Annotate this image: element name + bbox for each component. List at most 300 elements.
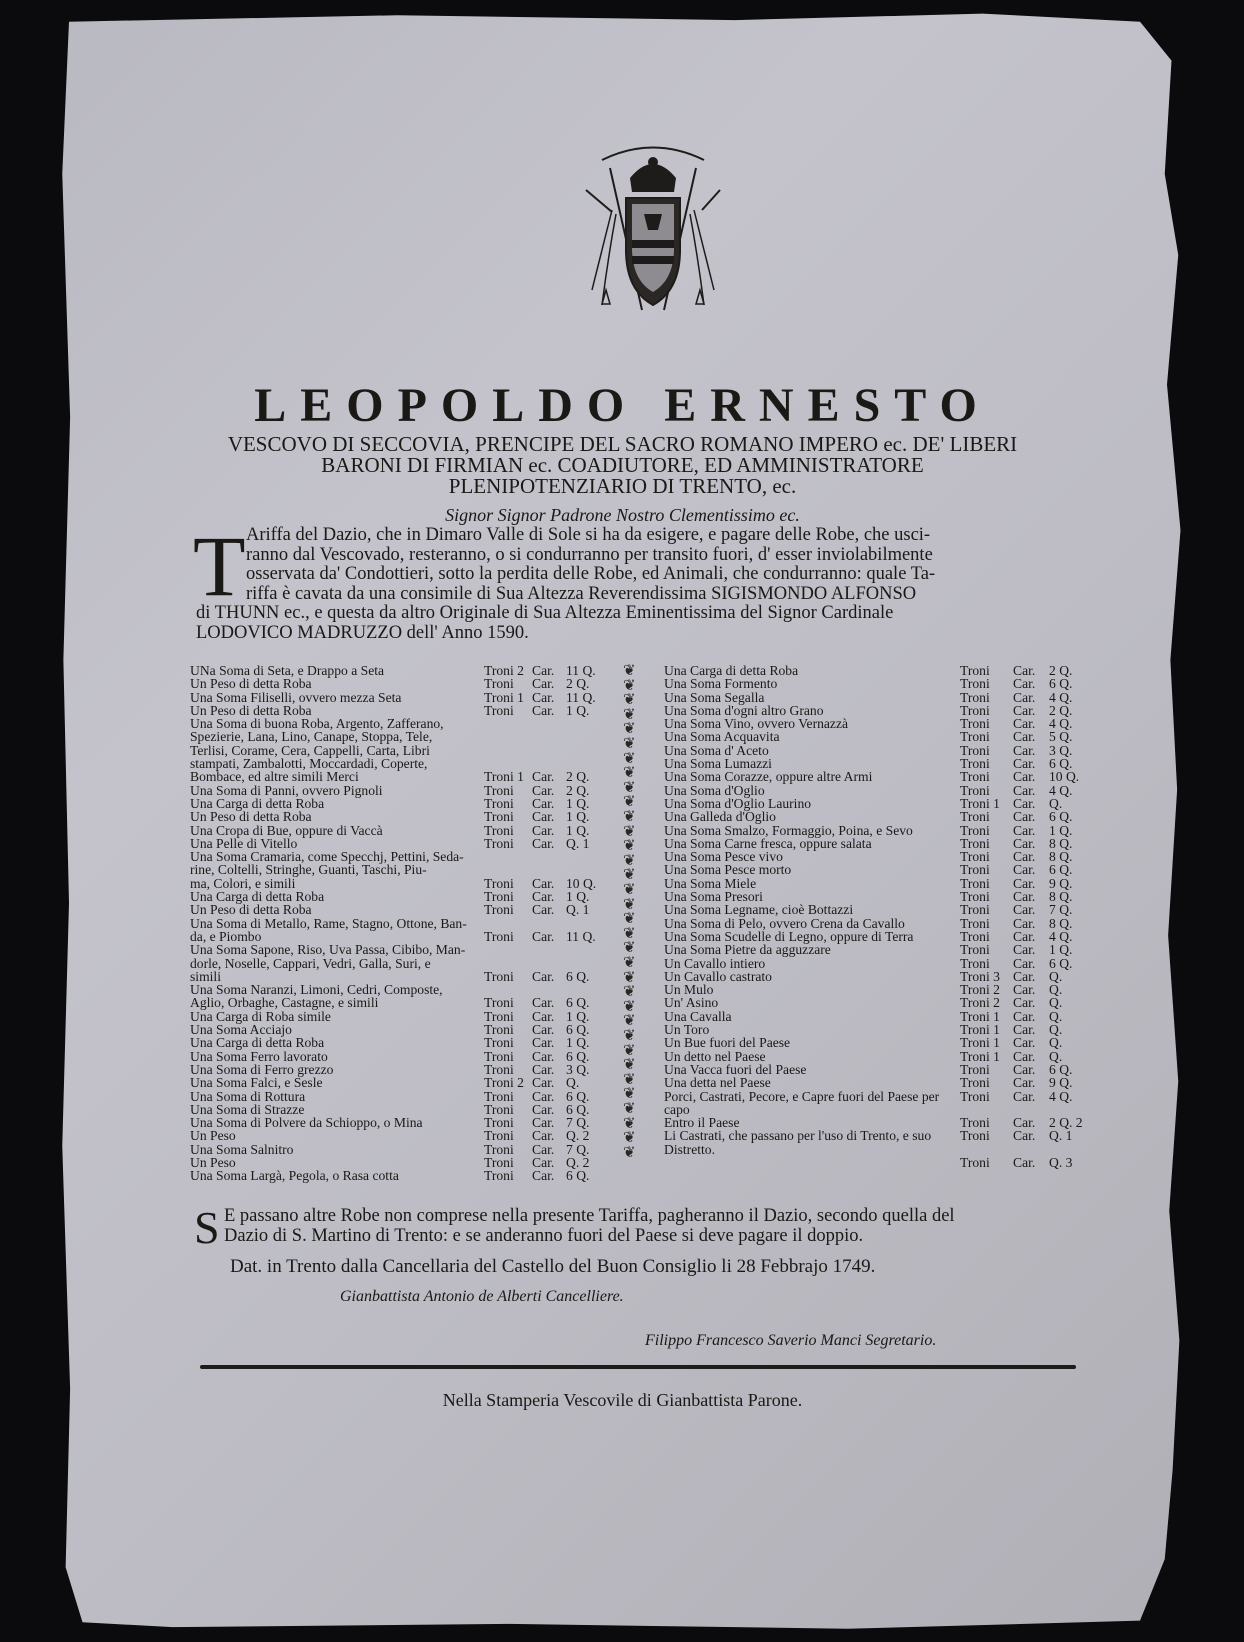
troni-amount: Troni (484, 822, 514, 838)
quattrini-amount: Q. (1049, 968, 1063, 984)
troni-amount: Troni (960, 1088, 990, 1104)
tariff-row (190, 784, 630, 797)
item-name: Un Peso di detta Roba (190, 809, 312, 825)
troni-amount: Troni (484, 1088, 514, 1104)
tariff-row (664, 903, 1104, 916)
quattrini-amount: 8 Q. (1049, 915, 1073, 931)
troni-amount: Troni (484, 1141, 514, 1157)
quattrini-amount: 3 Q. (1049, 742, 1073, 758)
troni-amount: Troni (484, 1008, 514, 1024)
tariff-row (190, 930, 630, 943)
troni-amount: Troni (960, 756, 990, 772)
troni-amount: Troni (484, 968, 514, 984)
item-name: Una Soma di Pelo, ovvero Crena da Cavallo (664, 915, 905, 931)
tariff-row (190, 810, 630, 823)
fleuron-ornament-icon: ❦ (623, 1101, 636, 1117)
tariff-row (664, 1143, 1104, 1156)
intro-dropcap: T (193, 518, 246, 614)
tariff-row (664, 930, 1104, 943)
carantani-label: Car. (1013, 1088, 1036, 1104)
item-name: Una Soma Scudelle di Legno, oppure di Terra (664, 928, 914, 944)
carantani-label: Car. (1013, 716, 1036, 732)
salutation: Signor Signor Padrone Nostro Clementissimo ec. (445, 505, 800, 525)
quattrini-amount: 11 Q. (566, 663, 596, 678)
tariff-row (664, 996, 1104, 1009)
item-name: Una Carga di detta Roba (664, 663, 799, 678)
carantani-label: Car. (1013, 915, 1036, 931)
tariff-row (664, 983, 1104, 996)
carantani-label: Car. (1013, 968, 1036, 984)
closing-paragraph (194, 1202, 1089, 1253)
fleuron-ornament-icon: ❦ (623, 940, 636, 957)
item-name: Un Toro (664, 1022, 710, 1038)
item-name: Una Soma Pietre da agguzzare (664, 942, 831, 958)
item-name: Una Soma di Ferro grezzo (190, 1061, 334, 1077)
quattrini-amount: 4 Q. (1049, 716, 1073, 732)
tariff-row (664, 1023, 1104, 1036)
tariff-row (190, 1169, 630, 1182)
item-name: Una Carga di detta Roba (190, 795, 325, 811)
quattrini-amount: 6 Q. (1049, 1061, 1073, 1077)
quattrini-amount: 2 Q. 2 (1049, 1115, 1083, 1131)
troni-amount: Troni 2 (960, 982, 1000, 998)
fleuron-ornament-icon: ❦ (623, 838, 636, 855)
fleuron-ornament-icon: ❦ (623, 823, 636, 840)
intro-line: ranno dal Vescovado, resteranno, o si condurranno per transito fuori, d' esser inviolabilmente (246, 544, 933, 565)
fleuron-ornament-icon: ❦ (623, 779, 636, 796)
tariff-row (190, 770, 630, 783)
closing-line: Dazio di S. Martino di Trento: e se anderanno fuori del Paese si deve pagare il doppio. (224, 1226, 864, 1246)
tariff-row (664, 744, 1104, 757)
troni-amount: Troni (960, 955, 990, 971)
item-name: Una Cavalla (664, 1008, 732, 1024)
carantani-label: Car. (1013, 689, 1036, 705)
item-name: Una Soma Smalzo, Formaggio, Poina, e Sevo (664, 822, 913, 838)
carantani-label: Car. (532, 835, 555, 851)
quattrini-amount: 1 Q. (566, 809, 590, 825)
item-name: capo (664, 1101, 690, 1117)
quattrini-amount: 3 Q. (566, 1061, 590, 1077)
troni-amount: Troni 1 (960, 1048, 1000, 1064)
tariff-row (664, 877, 1104, 890)
item-name: Un Cavallo intiero (664, 955, 766, 971)
tariff-row (664, 1116, 1104, 1129)
carantani-label: Car. (1013, 942, 1036, 958)
title-line-2: BARONI DI FIRMIAN ec. COADIUTORE, ED AMMINISTRATORE (321, 453, 924, 477)
coat-of-arms-emblem (582, 140, 724, 322)
quattrini-amount: 6 Q. (1049, 676, 1073, 692)
carantani-label: Car. (1013, 982, 1036, 998)
tariff-row (664, 1129, 1104, 1142)
troni-amount: Troni (484, 889, 514, 905)
carantani-label: Car. (1013, 928, 1036, 944)
troni-amount: Troni (960, 942, 990, 958)
fleuron-ornament-icon: ❦ (623, 882, 636, 898)
tariff-row (190, 1036, 630, 1049)
carantani-label: Car. (532, 782, 555, 798)
tariff-row (664, 1103, 1104, 1116)
fleuron-ornament-icon: ❦ (623, 794, 636, 811)
carantani-label: Car. (532, 676, 555, 692)
quattrini-amount: 1 Q. (566, 889, 590, 905)
item-name: Un Peso di detta Roba (190, 676, 312, 692)
document-title: LEOPOLDO ERNESTO (254, 379, 991, 432)
quattrini-amount: 8 Q. (1049, 889, 1073, 905)
tariff-row (664, 1050, 1104, 1063)
quattrini-amount: 5 Q. (1049, 729, 1073, 745)
quattrini-amount: 6 Q. (1049, 809, 1073, 825)
fleuron-ornament-icon: ❦ (623, 1057, 636, 1074)
item-name: Un Mulo (664, 982, 714, 998)
item-name: Un Peso di detta Roba (190, 702, 312, 718)
carantani-label: Car. (532, 1128, 555, 1144)
carantani-label: Car. (532, 795, 555, 811)
item-name: Li Castrati, che passano per l'uso di Trento, e suo (664, 1128, 932, 1144)
troni-amount: Troni (960, 702, 990, 718)
item-name: Un Peso di detta Roba (190, 902, 312, 918)
item-name: Una Soma d'Oglio (664, 782, 765, 798)
item-name: Una Soma di Metallo, Rame, Stagno, Ottone, Ban- (190, 915, 467, 931)
tariff-row (664, 863, 1104, 876)
fleuron-ornament-icon: ❦ (623, 955, 636, 971)
tariff-row (190, 744, 630, 757)
tariff-row (190, 717, 630, 730)
carantani-label: Car. (1013, 1128, 1036, 1144)
intro-line: Ariffa del Dazio, che in Dimaro Valle di Sole si ha da esigere, e pagare delle Robe, che usci- (246, 525, 931, 545)
tariff-row (664, 1090, 1104, 1103)
troni-amount: Troni (960, 782, 990, 798)
tariff-row (664, 1076, 1104, 1089)
quattrini-amount: 2 Q. (1049, 663, 1073, 678)
troni-amount: Troni (960, 809, 990, 825)
item-name: Una Soma di Panni, ovvero Pignoli (190, 782, 383, 798)
fleuron-ornament-icon: ❦ (623, 809, 636, 825)
item-name: Una Soma Ferro lavorato (190, 1048, 328, 1064)
fleuron-ornament-icon: ❦ (623, 969, 636, 986)
tariff-row (190, 797, 630, 810)
carantani-label: Car. (532, 875, 555, 891)
carantani-label: Car. (532, 968, 555, 984)
quattrini-amount: Q. 1 (566, 835, 590, 851)
quattrini-amount: 1 Q. (1049, 942, 1073, 958)
troni-amount: Troni 2 (484, 1075, 524, 1091)
title-line-3: PLENIPOTENZIARIO DI TRENTO, ec. (448, 474, 797, 498)
troni-amount: Troni (484, 1101, 514, 1117)
troni-amount: Troni (960, 769, 990, 785)
troni-amount: Troni 2 (960, 995, 1000, 1011)
ornament-divider (620, 664, 646, 1164)
troni-amount: Troni (960, 742, 990, 758)
troni-amount: Troni (484, 928, 514, 944)
tariff-row (664, 757, 1104, 770)
tariff-row (190, 1143, 630, 1156)
quattrini-amount: Q. (1049, 1035, 1063, 1051)
item-name: Spezierie, Lana, Lino, Canape, Stoppa, Tele, (190, 729, 433, 745)
tariff-row (664, 970, 1104, 983)
troni-amount: Troni (960, 1061, 990, 1077)
tariff-row (664, 1063, 1104, 1076)
item-name: Una Soma Carne fresca, oppure salata (664, 835, 872, 851)
carantani-label: Car. (1013, 676, 1036, 692)
quattrini-amount: 10 Q. (1049, 769, 1080, 785)
tariff-table-right (664, 664, 1104, 1169)
item-name: Una detta nel Paese (664, 1075, 771, 1091)
item-name: Una Cropa di Bue, oppure di Vaccà (190, 822, 383, 838)
troni-amount: Troni 2 (484, 663, 524, 678)
tariff-row (190, 1129, 630, 1142)
tariff-row (190, 1076, 630, 1089)
item-name: Un Peso (190, 1154, 236, 1170)
troni-amount: Troni (960, 822, 990, 838)
item-name: Una Soma Legname, cioè Bottazzi (664, 902, 854, 918)
item-name: Una Soma Segalla (664, 689, 765, 705)
tariff-row (664, 837, 1104, 850)
tariff-row (190, 1050, 630, 1063)
item-name: Una Soma Pesce vivo (664, 849, 783, 865)
troni-amount: Troni (484, 1168, 514, 1184)
quattrini-amount: 6 Q. (1049, 862, 1073, 878)
carantani-label: Car. (1013, 1008, 1036, 1024)
carantani-label: Car. (532, 1035, 555, 1051)
carantani-label: Car. (532, 1154, 555, 1170)
item-name: Porci, Castrati, Pecore, e Capre fuori del Paese per (664, 1088, 940, 1104)
carantani-label: Car. (1013, 902, 1036, 918)
fleuron-ornament-icon: ❦ (623, 1115, 636, 1132)
fleuron-ornament-icon: ❦ (623, 721, 636, 738)
carantani-label: Car. (532, 663, 555, 678)
closing-line: E passano altre Robe non comprese nella presente Tariffa, pagheranno il Dazio, secondo quella del (224, 1206, 955, 1226)
quattrini-amount: 6 Q. (566, 995, 590, 1011)
quattrini-amount: Q. 2 (566, 1128, 590, 1144)
quattrini-amount: 6 Q. (566, 1022, 590, 1038)
item-name: Una Soma Vino, ovvero Vernazzà (664, 716, 849, 732)
item-name: Una Soma Filiselli, ovvero mezza Seta (190, 689, 402, 705)
quattrini-amount: 1 Q. (566, 1035, 590, 1051)
tariff-row (190, 1023, 630, 1036)
item-name: Una Soma Pesce morto (664, 862, 792, 878)
quattrini-amount: Q. 1 (566, 902, 590, 918)
quattrini-amount: 2 Q. (1049, 702, 1073, 718)
troni-amount: Troni (960, 915, 990, 931)
tariff-row (664, 810, 1104, 823)
fleuron-ornament-icon: ❦ (623, 750, 636, 767)
item-name: Entro il Paese (664, 1115, 740, 1131)
item-name: Un Peso (190, 1128, 236, 1144)
quattrini-amount: 9 Q. (1049, 1075, 1073, 1091)
quattrini-amount: 6 Q. (1049, 756, 1073, 772)
tariff-row (190, 1090, 630, 1103)
troni-amount: Troni (960, 849, 990, 865)
quattrini-amount: Q. (1049, 1022, 1063, 1038)
item-name: Una Carga di detta Roba (190, 889, 325, 905)
fleuron-ornament-icon: ❦ (623, 692, 636, 709)
quattrini-amount: 6 Q. (566, 1048, 590, 1064)
carantani-label: Car. (532, 1168, 555, 1184)
quattrini-amount: 7 Q. (566, 1141, 590, 1157)
tariff-row (664, 824, 1104, 837)
item-name: Una Soma Formento (664, 676, 778, 692)
fleuron-ornament-icon: ❦ (623, 1144, 636, 1161)
fleuron-ornament-icon: ❦ (623, 925, 636, 942)
troni-amount: Troni (960, 729, 990, 745)
tariff-row (664, 890, 1104, 903)
item-name: Una Soma Acquavita (664, 729, 780, 745)
fleuron-ornament-icon: ❦ (623, 1028, 636, 1044)
carantani-label: Car. (1013, 742, 1036, 758)
fleuron-ornament-icon: ❦ (623, 911, 636, 928)
quattrini-amount: Q. (1049, 1048, 1063, 1064)
fleuron-ornament-icon: ❦ (623, 1042, 636, 1059)
item-name: Una Vacca fuori del Paese (664, 1061, 807, 1077)
troni-amount: Troni (484, 1035, 514, 1051)
carantani-label: Car. (532, 1115, 555, 1131)
fleuron-ornament-icon: ❦ (623, 736, 636, 752)
quattrini-amount: Q. (1049, 982, 1063, 998)
troni-amount: Troni (484, 795, 514, 811)
item-name: Una Soma Sapone, Riso, Uva Passa, Cibibo, Man- (190, 942, 466, 958)
carantani-label: Car. (1013, 1115, 1036, 1131)
tariff-row (190, 1116, 630, 1129)
secretary-signature: Filippo Francesco Saverio Manci Segretario. (645, 1332, 937, 1349)
intro-line: riffa è cavata da una consimile di Sua Altezza Reverendissima SIGISMONDO ALFONSO (246, 583, 917, 604)
carantani-label: Car. (1013, 889, 1036, 905)
item-name: Una Soma Cramaria, come Specchj, Pettini, Seda- (190, 849, 464, 865)
item-name: Una Carga di Roba simile (190, 1008, 331, 1024)
quattrini-amount: 4 Q. (1049, 689, 1073, 705)
carantani-label: Car. (532, 902, 555, 918)
quattrini-amount: Q. 1 (1049, 1128, 1073, 1144)
carantani-label: Car. (532, 1048, 555, 1064)
quattrini-amount: 1 Q. (566, 702, 590, 718)
tariff-row (664, 730, 1104, 743)
title-line-1: VESCOVO DI SECCOVIA, PRENCIPE DEL SACRO ROMANO IMPERO ec. DE' LIBERI (227, 432, 1018, 456)
tariff-row (664, 664, 1104, 677)
carantani-label: Car. (1013, 862, 1036, 878)
intro-line: di THUNN ec., e questa da altro Originale di Sua Altezza Eminentissima del Signor Cardinale (196, 603, 894, 623)
tariff-row (190, 996, 630, 1009)
troni-amount: Troni 1 (960, 795, 1000, 811)
quattrini-amount: Q. (1049, 1008, 1063, 1024)
tariff-row (664, 1156, 1104, 1169)
troni-amount: Troni (960, 1115, 990, 1131)
item-name: Una Galleda d'Oglio (664, 809, 776, 825)
printer-imprint: Nella Stamperia Vescovile di Gianbattista Parone. (442, 1390, 803, 1410)
tariff-row (190, 943, 630, 956)
troni-amount: Troni (484, 995, 514, 1011)
tariff-row (190, 983, 630, 996)
item-name: Una Soma di Strazze (190, 1101, 305, 1117)
item-name: Una Pelle di Vitello (190, 835, 298, 851)
carantani-label: Car. (532, 1088, 555, 1104)
fleuron-ornament-icon: ❦ (623, 984, 636, 1001)
troni-amount: Troni (960, 862, 990, 878)
carantani-label: Car. (532, 1061, 555, 1077)
carantani-label: Car. (1013, 769, 1036, 785)
quattrini-amount: 2 Q. (566, 676, 590, 692)
item-name: Aglio, Orbaghe, Castagne, e simili (190, 995, 379, 1011)
tariff-row (190, 1103, 630, 1116)
carantani-label: Car. (1013, 1048, 1036, 1064)
closing-dropcap: S (194, 1202, 220, 1253)
quattrini-amount: 6 Q. (566, 968, 590, 984)
tariff-row (190, 824, 630, 837)
carantani-label: Car. (1013, 702, 1036, 718)
item-name: stampati, Zambalotti, Moccardadi, Coperte, (190, 756, 428, 772)
tariff-row (664, 691, 1104, 704)
item-name: Una Soma Falci, e Sesle (190, 1075, 323, 1091)
troni-amount: Troni (960, 928, 990, 944)
item-name: Distretto. (664, 1141, 715, 1157)
tariff-row (664, 784, 1104, 797)
item-name: da, e Piombo (190, 928, 262, 944)
troni-amount: Troni (960, 716, 990, 732)
tariff-row (664, 917, 1104, 930)
item-name: Una Soma d' Aceto (664, 742, 769, 758)
quattrini-amount: Q. (566, 1075, 580, 1091)
quattrini-amount: 8 Q. (1049, 835, 1073, 851)
carantani-label: Car. (532, 1101, 555, 1117)
fleuron-ornament-icon: ❦ (623, 1086, 636, 1103)
quattrini-amount: 8 Q. (1049, 849, 1073, 865)
carantani-label: Car. (532, 995, 555, 1011)
tariff-row (190, 957, 630, 970)
tariff-row (664, 797, 1104, 810)
item-name: rine, Coltelli, Stringhe, Guanti, Taschi, Piu- (190, 862, 427, 878)
fleuron-ornament-icon: ❦ (623, 896, 636, 913)
intro-paragraph (193, 518, 1088, 643)
intro-line: osservata da' Condottieri, sotto la perdita delle Robe, ed Animali, che condurranno: quale Ta- (246, 564, 936, 584)
carantani-label: Car. (1013, 1061, 1036, 1077)
troni-amount: Troni (484, 1115, 514, 1131)
item-name: Una Soma Miele (664, 875, 757, 891)
item-name: Una Soma di buona Roba, Argento, Zafferano, (190, 716, 444, 732)
tariff-row (664, 850, 1104, 863)
tariff-row (190, 863, 630, 876)
quattrini-amount: Q. 3 (1049, 1154, 1073, 1170)
item-name: Una Soma Acciajo (190, 1022, 292, 1038)
item-name: Una Soma Largà, Pegola, o Rasa cotta (190, 1168, 399, 1184)
carantani-label: Car. (532, 702, 555, 718)
carantani-label: Car. (532, 822, 555, 838)
item-name: Una Soma Naranzi, Limoni, Cedri, Composte, (190, 982, 443, 998)
troni-amount: Troni (960, 1128, 990, 1144)
carantani-label: Car. (532, 1008, 555, 1024)
carantani-label: Car. (1013, 849, 1036, 865)
carantani-label: Car. (1013, 663, 1036, 678)
fleuron-ornament-icon: ❦ (623, 1013, 636, 1030)
tariff-row (664, 957, 1104, 970)
carantani-label: Car. (1013, 795, 1036, 811)
troni-amount: Troni 3 (960, 968, 1000, 984)
item-name: ma, Colori, e simili (190, 875, 296, 891)
troni-amount: Troni (484, 835, 514, 851)
troni-amount: Troni (484, 1061, 514, 1077)
tariff-row (190, 877, 630, 890)
troni-amount: Troni (960, 902, 990, 918)
quattrini-amount: 1 Q. (566, 795, 590, 811)
item-name: Una Soma Lumazzi (664, 756, 772, 772)
quattrini-amount: 6 Q. (566, 1088, 590, 1104)
carantani-label: Car. (1013, 1035, 1036, 1051)
carantani-label: Car. (1013, 1022, 1036, 1038)
carantani-label: Car. (532, 809, 555, 825)
tariff-row (190, 903, 630, 916)
troni-amount: Troni (960, 1154, 990, 1170)
tariff-row (664, 770, 1104, 783)
troni-amount: Troni (484, 782, 514, 798)
troni-amount: Troni (960, 689, 990, 705)
troni-amount: Troni (960, 889, 990, 905)
